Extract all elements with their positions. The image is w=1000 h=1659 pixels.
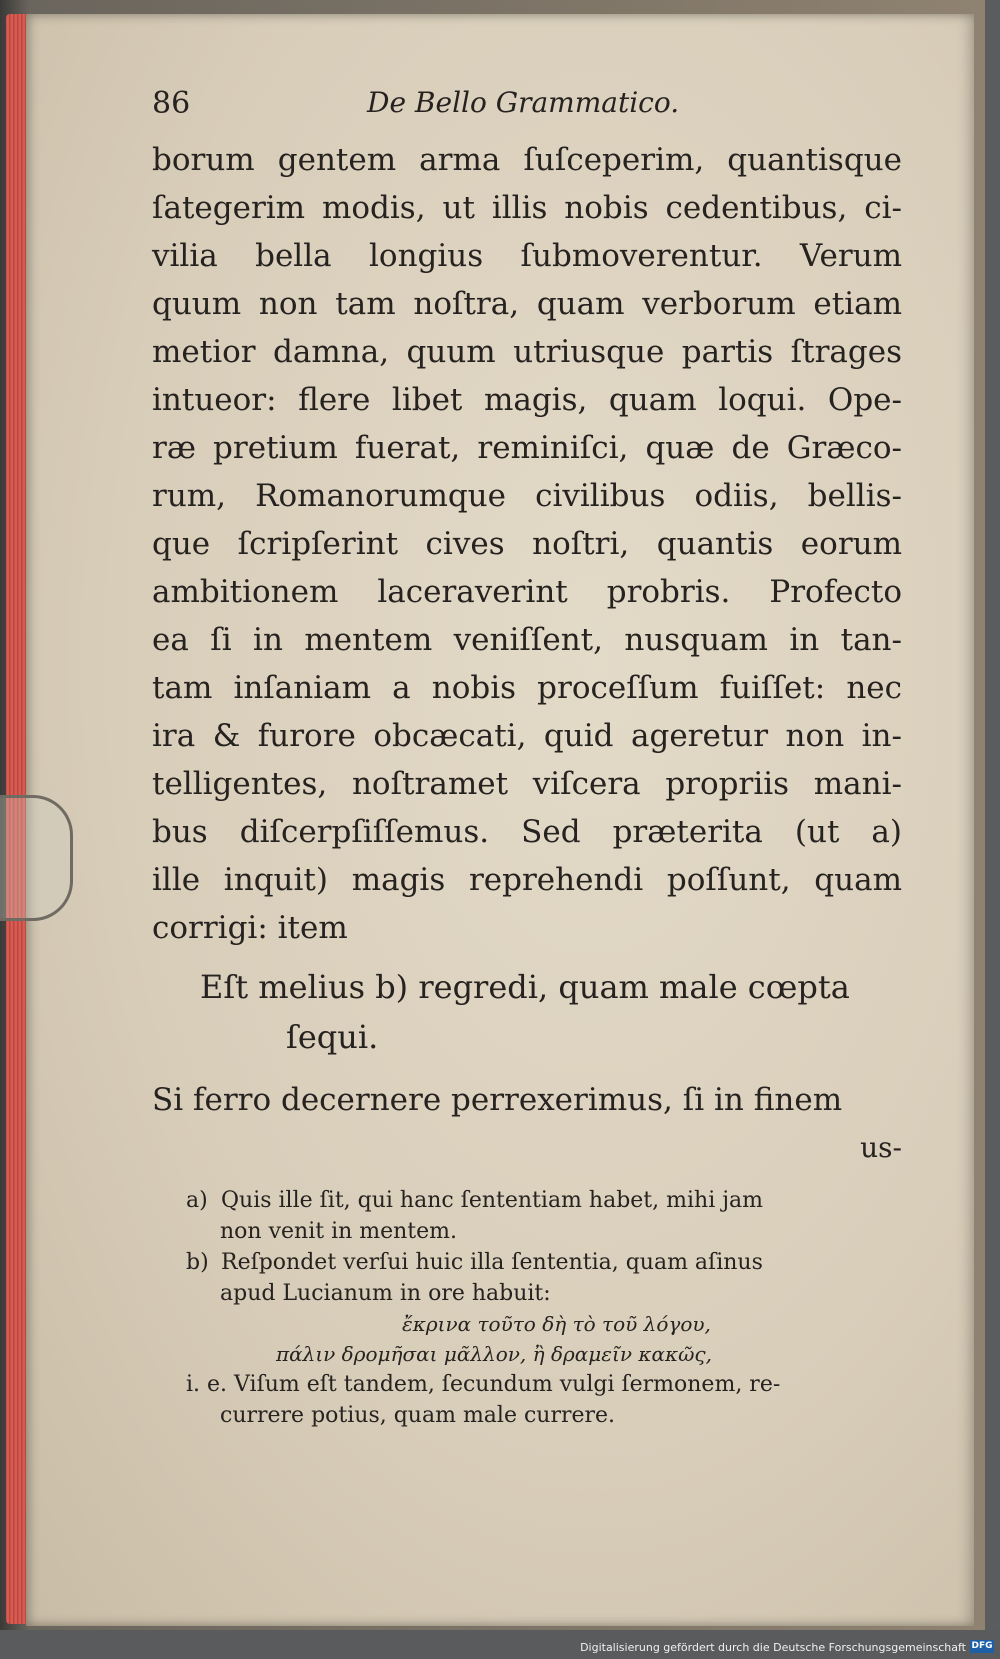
text-line: ſategerim modis, ut illis nobis cedentibus, ci- xyxy=(152,190,902,226)
text-line: metior damna, quum utriusque partis ſtrages xyxy=(152,334,902,370)
page-clip xyxy=(0,795,73,921)
footnote-b xyxy=(186,1247,898,1309)
running-title: De Bello Grammatico. xyxy=(367,86,680,119)
footnote-text: Quis ille ſit, qui hanc ſententiam habet, mihi jam xyxy=(221,1188,764,1213)
catchword: us- xyxy=(860,1131,902,1164)
text-line: ea ſi in mentem veniſſent, nusquam in tan- xyxy=(152,622,902,658)
footnote-text: apud Lucianum in ore habuit: xyxy=(220,1281,551,1306)
text-line: Si ferro decernere perrexerimus, ſi in finem xyxy=(152,1082,843,1118)
text-line: ræ pretium fuerat, reminiſci, quæ de Græco- xyxy=(152,430,902,466)
text-line: intueor: flere libet magis, quam loqui. Ope- xyxy=(152,382,902,418)
text-line: que ſcripſerint cives noſtri, quantis eorum xyxy=(152,526,902,562)
footnote-text: i. e. Viſum eſt tandem, ſecundum vulgi ſermonem, re- xyxy=(186,1372,781,1397)
footnotes xyxy=(186,1185,898,1431)
text-line: telligentes, noſtramet viſcera propriis mani- xyxy=(152,766,902,802)
page-header xyxy=(152,86,912,126)
verse-quote xyxy=(200,962,920,1062)
text-line: vilia bella longius ſubmoverentur. Verum xyxy=(152,238,902,274)
footnote-text: currere potius, quam male currere. xyxy=(220,1403,616,1428)
footnote-text: Reſpondet verſui huic illa ſententia, quam aſinus xyxy=(221,1250,763,1275)
text-line: quum non tam noſtra, quam verborum etiam xyxy=(152,286,902,322)
dfg-logo-icon: DFG xyxy=(971,1641,993,1651)
footnote-a xyxy=(186,1185,898,1247)
text-line: rum, Romanorumque civilibus odiis, bellis- xyxy=(152,478,902,514)
continuation-text xyxy=(152,1076,902,1172)
footnote-text: non venit in mentem. xyxy=(220,1219,458,1244)
footnote-mark: b) xyxy=(186,1250,209,1275)
footnote-mark: a) xyxy=(186,1188,208,1213)
text-line: bus diſcerpſiſſemus. Sed præterita (ut a) xyxy=(152,814,902,850)
text-line: ambitionem laceraverint probris. Profecto xyxy=(152,574,902,610)
text-line: borum gentem arma ſuſceperim, quantisque xyxy=(152,142,902,178)
text-line: ira & furore obcæcati, quid ageretur non in- xyxy=(152,718,902,754)
text-line: corrigi: item xyxy=(152,910,348,946)
main-text xyxy=(152,136,902,952)
greek-verse: πάλιν δρομῆσαι μᾶλλον, ἢ δραμεῖν κακῶς, xyxy=(276,1342,712,1366)
footnote-translation xyxy=(186,1369,898,1431)
text-line: ille inquit) magis reprehendi poſſunt, quam xyxy=(152,862,902,898)
funding-credit: Digitalisierung gefördert durch die Deutsche Forschungsgemeinschaft xyxy=(580,1641,966,1654)
text-line: tam inſaniam a nobis proceſſum fuiſſet: nec xyxy=(152,670,902,706)
verse-line: Eſt melius b) regredi, quam male cœpta xyxy=(200,968,850,1006)
greek-verse: ἔκρινα τοῦτο δὴ τὸ τοῦ λόγου, xyxy=(402,1312,711,1336)
verse-line: ſequi. xyxy=(286,1018,379,1056)
page-number: 86 xyxy=(152,86,191,121)
